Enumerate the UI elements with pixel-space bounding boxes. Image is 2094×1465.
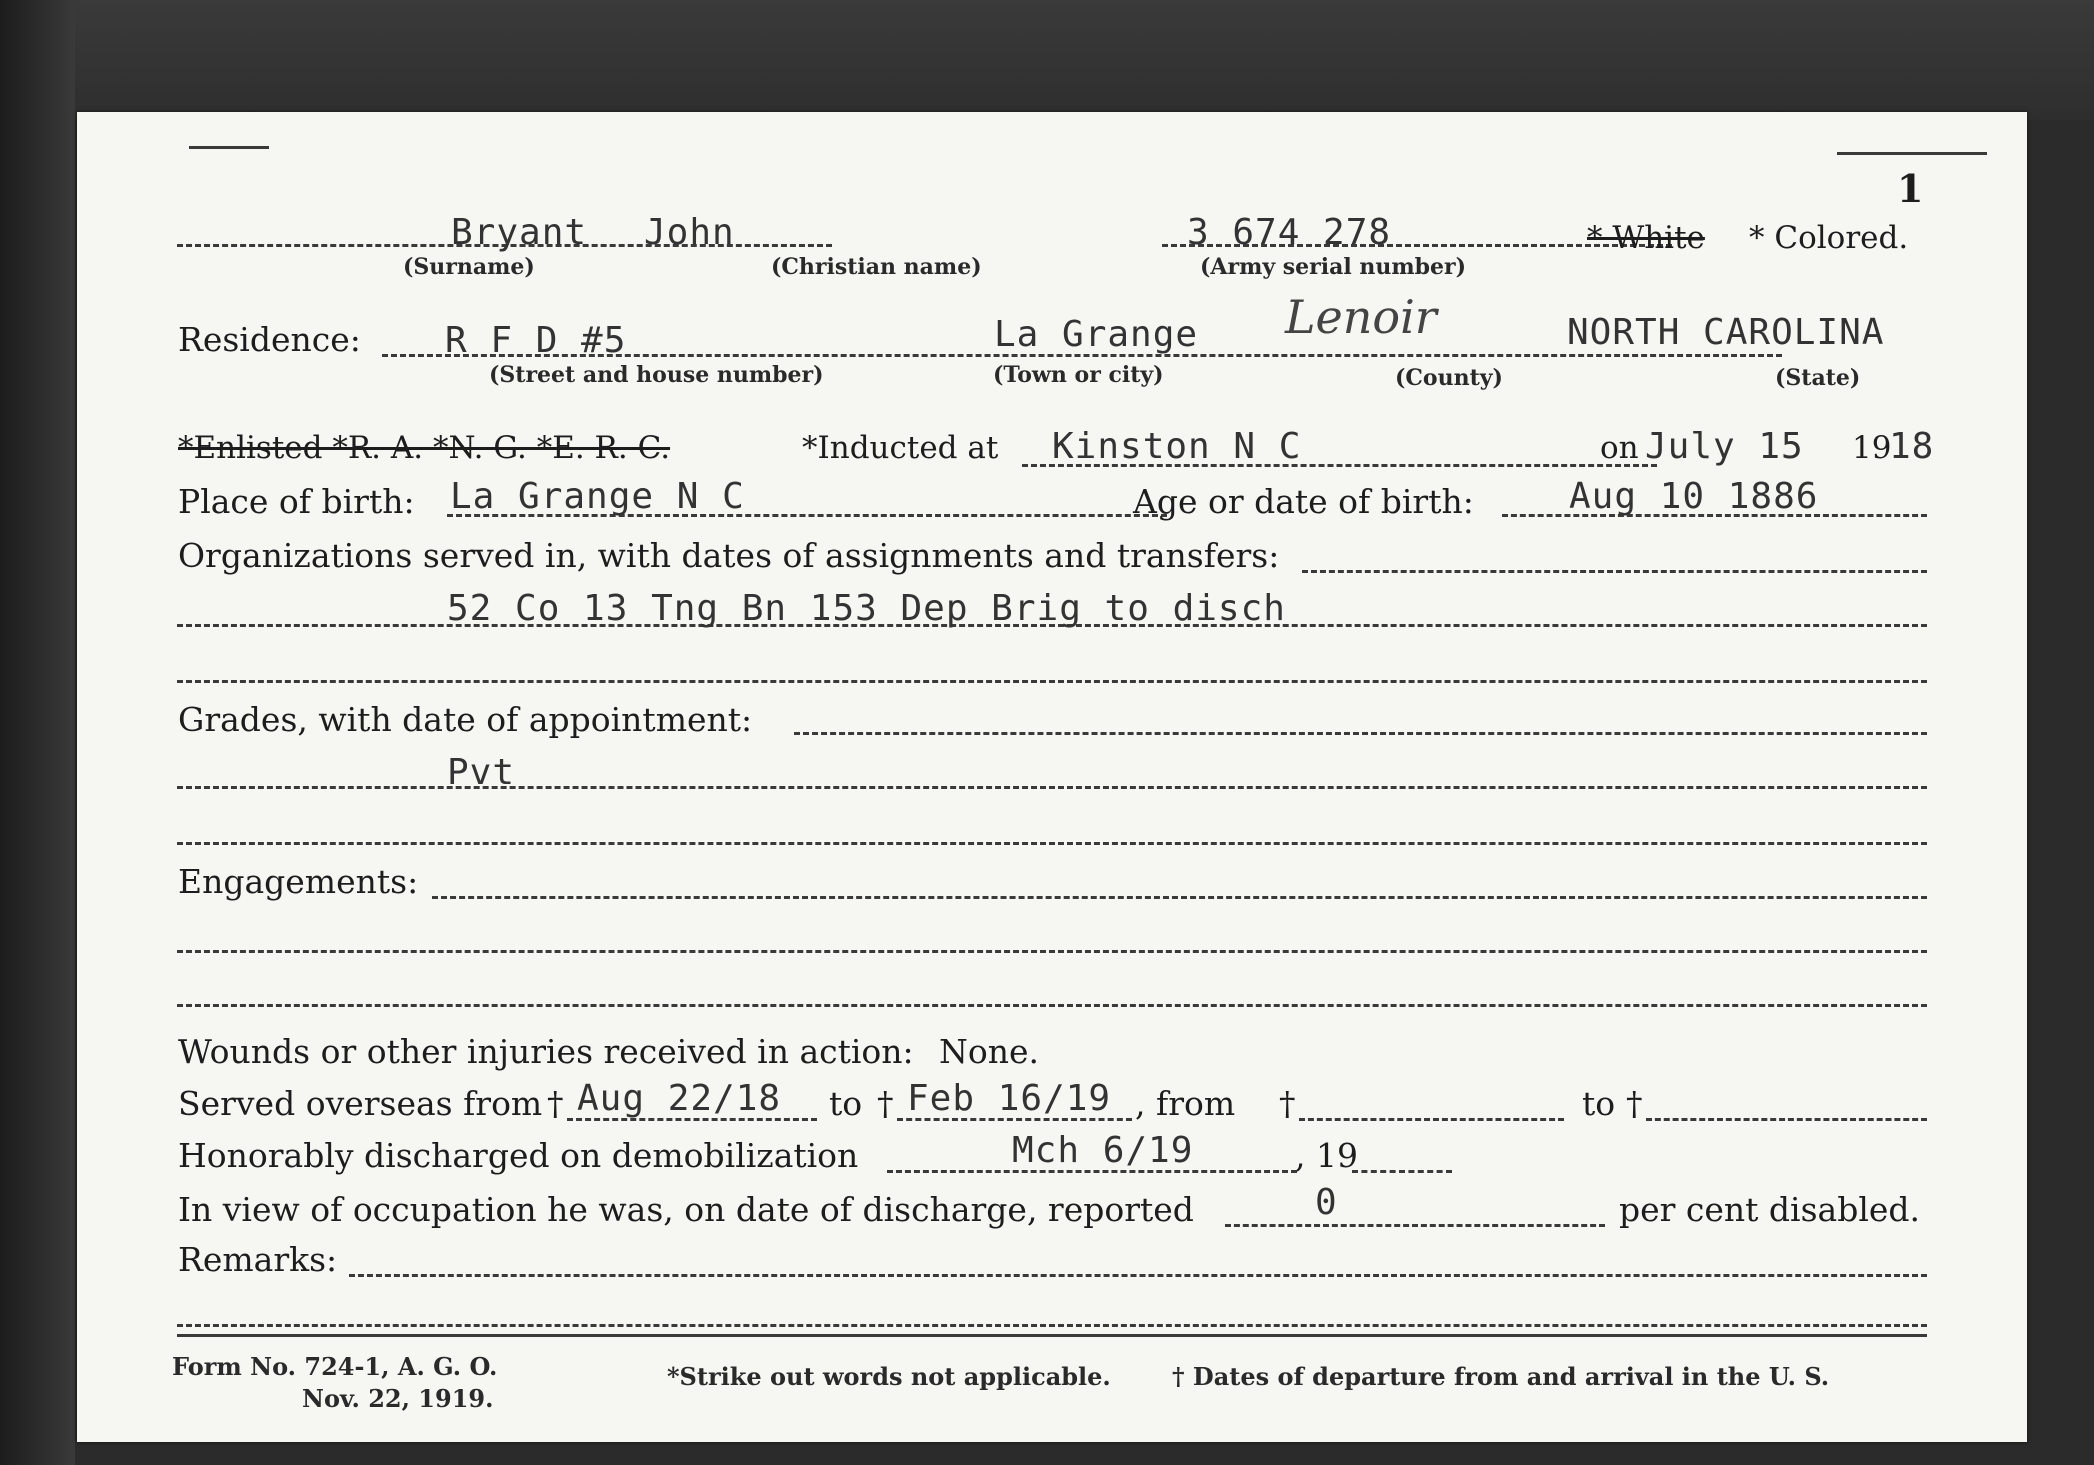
strike-note: *Strike out words not applicable.	[667, 1362, 1111, 1391]
state-value: NORTH CAROLINA	[1567, 312, 1885, 353]
birth-place-value: La Grange N C	[450, 476, 745, 517]
scan-background-top	[0, 0, 2094, 120]
county-handwritten: Lenoir	[1285, 290, 1437, 344]
organizations-value: 52 Co 13 Tng Bn 153 Dep Brig to disch	[447, 588, 1286, 629]
remarks-line-2	[177, 1324, 1927, 1327]
disability-suffix: per cent disabled.	[1619, 1190, 1921, 1229]
disability-value: 0	[1315, 1182, 1338, 1223]
overseas-from-value: Aug 22/18	[577, 1078, 782, 1119]
birth-date-value: Aug 10 1886	[1569, 476, 1819, 517]
town-value: La Grange	[994, 314, 1199, 355]
discharge-year-label: , 19	[1295, 1136, 1358, 1175]
overseas-from2-label: , from	[1135, 1084, 1236, 1123]
surname-caption: (Surname)	[403, 254, 535, 280]
dagger-1: †	[547, 1084, 564, 1123]
wounds-value: None.	[939, 1032, 1040, 1071]
grades-line-1	[794, 732, 1927, 735]
remarks-label: Remarks:	[178, 1240, 338, 1279]
year-prefix: 19	[1852, 430, 1892, 466]
engagements-line-2	[177, 950, 1927, 953]
overseas-to2-line	[1646, 1118, 1927, 1121]
age-label: Age or date of birth:	[1133, 482, 1474, 521]
induction-date-value: July 15	[1645, 426, 1804, 467]
wounds-label: Wounds or other injuries received in action:	[178, 1032, 914, 1071]
christian-name-value: John	[644, 212, 735, 253]
scan-background-left	[0, 0, 75, 1465]
grades-label: Grades, with date of appointment:	[178, 700, 753, 739]
form-date: Nov. 22, 1919.	[302, 1384, 494, 1413]
grades-line-2	[177, 786, 1927, 789]
remarks-line-1	[349, 1274, 1927, 1277]
organizations-line-1	[1302, 570, 1927, 573]
overseas-to-value: Feb 16/19	[907, 1078, 1112, 1119]
overseas-label: Served overseas from	[178, 1084, 543, 1123]
organizations-label: Organizations served in, with dates of assignments and transfers:	[178, 536, 1280, 575]
dagger-2: †	[877, 1084, 894, 1123]
organizations-line-3	[177, 680, 1927, 683]
footer-rule	[177, 1334, 1927, 1337]
disability-label: In view of occupation he was, on date of discharge, reported	[178, 1190, 1194, 1229]
street-caption: (Street and house number)	[489, 362, 824, 388]
discharge-date-value: Mch 6/19	[1012, 1130, 1194, 1171]
overseas-to-label: to	[829, 1084, 863, 1123]
grades-line-3	[177, 842, 1927, 845]
street-value: R F D #5	[445, 320, 627, 361]
race-white-struck: * White	[1587, 220, 1705, 256]
on-label: on	[1600, 430, 1639, 466]
card-number: 1	[1897, 166, 1924, 211]
inducted-label: *Inducted at	[802, 430, 999, 466]
overseas-to2-label: to	[1582, 1084, 1616, 1123]
state-caption: (State)	[1775, 365, 1861, 391]
dates-note: † Dates of departure from and arrival in the U. S.	[1172, 1362, 1830, 1391]
serial-caption: (Army serial number)	[1200, 254, 1467, 280]
dagger-4: †	[1626, 1084, 1643, 1123]
serial-value: 3 674 278	[1187, 212, 1392, 253]
engagements-line-3	[177, 1004, 1927, 1007]
induction-year-value: 18	[1889, 426, 1935, 467]
inducted-at-value: Kinston N C	[1052, 426, 1302, 467]
dagger-3: †	[1279, 1084, 1296, 1123]
discharge-year-line	[1352, 1170, 1452, 1173]
surname-value: Bryant	[451, 212, 588, 253]
town-caption: (Town or city)	[993, 362, 1164, 388]
overseas-from2-line	[1299, 1118, 1564, 1121]
county-caption: (County)	[1395, 365, 1503, 391]
birth-place-label: Place of birth:	[178, 482, 415, 521]
engagements-line-1	[432, 896, 1927, 899]
christian-name-caption: (Christian name)	[771, 254, 982, 280]
enlisted-struck: *Enlisted *R. A. *N. G. *E. R. C.	[178, 430, 671, 466]
engagements-label: Engagements:	[178, 862, 419, 901]
residence-label: Residence:	[178, 320, 361, 359]
race-colored: * Colored.	[1749, 220, 1909, 256]
service-record-card	[77, 112, 2027, 1442]
discharge-label: Honorably discharged on demobilization	[178, 1136, 859, 1175]
disability-line	[1225, 1224, 1605, 1227]
form-number: Form No. 724-1, A. G. O.	[172, 1352, 498, 1381]
corner-rule-left	[189, 146, 269, 149]
corner-rule-right	[1837, 152, 1987, 155]
grades-value: Pvt	[447, 752, 516, 793]
